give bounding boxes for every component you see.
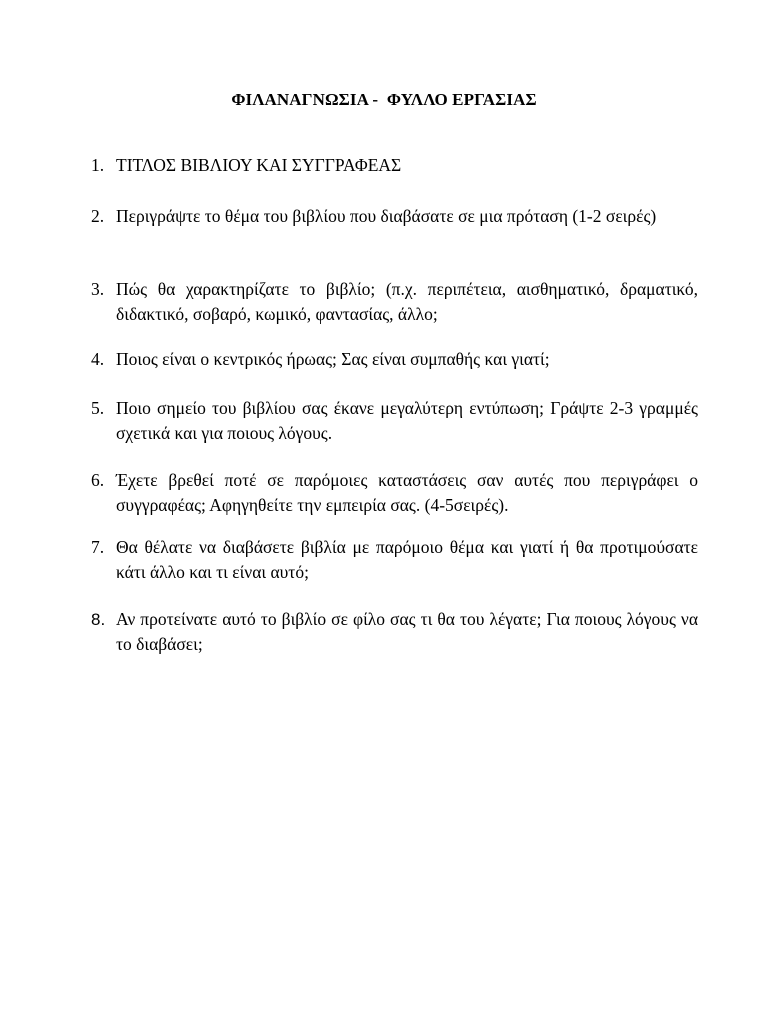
question-item — [91, 204, 698, 229]
question-item — [91, 396, 698, 446]
question-number: 8. — [91, 610, 106, 629]
question-item — [91, 607, 698, 657]
question-item — [91, 277, 698, 327]
question-text: Ποιο σημείο του βιβλίου σας έκανε μεγαλύτερη εντύπωση; Γράψτε 2-3 γραμμές σχετικά και για ποιους λόγους. — [116, 398, 698, 443]
question-text: Θα θέλατε να διαβάσετε βιβλία με παρόμοιο θέμα και γιατί ή θα προτιμούσατε κάτι άλλο και τι είναι αυτό; — [116, 537, 698, 582]
question-item — [91, 347, 698, 372]
document-title: ΦΙΛΑΝΑΓΝΩΣΙΑ - ΦΥΛΛΟ ΕΡΓΑΣΙΑΣ — [231, 90, 537, 109]
question-number: 6. — [91, 470, 105, 490]
question-item — [91, 535, 698, 585]
question-number: 5. — [91, 398, 105, 418]
question-text: Έχετε βρεθεί ποτέ σε παρόμοιες καταστάσεις σαν αυτές που περιγράφει ο συγγραφέας; Αφηγηθείτε την εμπειρία σας. (4-5σειρές). — [116, 470, 698, 515]
question-item — [91, 468, 698, 518]
question-text: Ποιος είναι ο κεντρικός ήρωας; Σας είναι συμπαθής και γιατί; — [116, 349, 550, 369]
question-text: ΤΙΤΛΟΣ ΒΙΒΛΙΟΥ ΚΑΙ ΣΥΓΓΡΑΦΕΑΣ — [116, 155, 402, 175]
question-number: 2. — [91, 206, 105, 226]
question-item — [91, 153, 698, 178]
question-number: 4. — [91, 349, 105, 369]
question-text: Αν προτείνατε αυτό το βιβλίο σε φίλο σας τι θα του λέγατε; Για ποιους λόγους να το διαβάσει; — [116, 609, 698, 654]
question-text: Πώς θα χαρακτηρίζατε το βιβλίο; (π.χ. περιπέτεια, αισθηματικό, δραματικό, διδακτικό, σοβαρό, κωμικό, φαντασίας, άλλο; — [116, 279, 698, 324]
question-number: 3. — [91, 279, 105, 299]
question-number: 1. — [91, 155, 105, 175]
question-number: 7. — [91, 537, 105, 557]
question-text: Περιγράψτε το θέμα του βιβλίου που διαβάσατε σε μια πρόταση (1-2 σειρές) — [116, 206, 657, 226]
